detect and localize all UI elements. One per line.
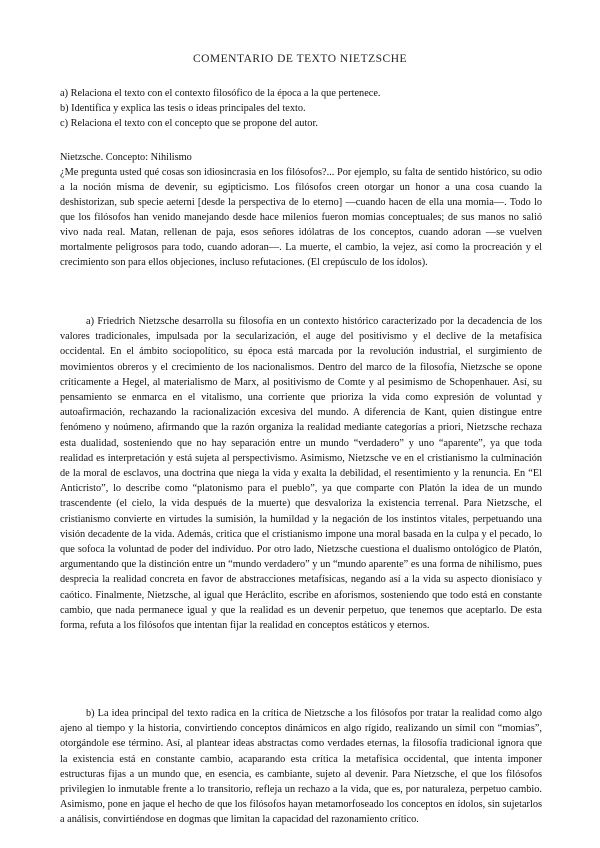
- question-c: c) Relaciona el texto con el concepto que se propone del autor.: [60, 118, 318, 129]
- quote-heading: Nietzsche. Concepto: Nihilismo: [60, 152, 192, 163]
- answer-a-paragraph: a) Friedrich Nietzsche desarrolla su filosofía en un contexto histórico caracterizado por la decadencia de los valores tradicionales, impulsada por la secularización, el auge del positivismo y el declive de la metafísica occidental. En el ámbito sociopolítico, su época está marcada por la revolución industrial, el surgimiento de movimientos obreros y el crecimiento de los nacionalismos. Dentro del marco de la filosofía, Nietzsche se opone críticamente a Hegel, al materialismo de Marx, al positivismo de Comte y al pesimismo de Schopenhauer. Así, su pensamiento se enmarca en el vitalismo, una corriente que prioriza la vida como expresión de voluntad y autoafirmación, rechazando la racionalización excesiva del mundo. A diferencia de Kant, quien distingue entre fenómeno y noúmeno, afirmando que la razón organiza la realidad mediante categorías a priori, Nietzsche rechaza esta dualidad, sosteniendo que no hay separación entre un mundo “verdadero” y uno “aparente”, ya que toda realidad es interpretación y está sujeta al perspectivismo. Asimismo, Nietzsche ve en el cristianismo la culminación de la moral de esclavos, una doctrina que niega la vida y exalta la debilidad, el resentimiento y la renuncia. En “El Anticristo”, lo describe como “platonismo para el pueblo”, ya que comparte con Platón la idea de un mundo trascendente (el cielo, la vida después de la muerte) que desvaloriza la existencia terrenal. Para Nietzsche, el cristianismo convierte en virtudes la sumisión, la humildad y la negación de los instintos vitales, perpetuando una visión decadente de la vida. Además, critica que el cristianismo impone una moral basada en la culpa y el pecado, lo que sofoca la voluntad de poder del individuo. Por otro lado, Nietzsche cuestiona el dualismo ontológico de Platón, argumentando que la distinción entre un “mundo verdadero” y un “mundo aparente” es una forma de nihilismo, pues desprecia la realidad concreta en favor de abstracciones metafísicas, negando así a la vida su aspecto dionisíaco y caótico. Finalmente, Nietzsche, al igual que Heráclito, escribe en aforismos, sosteniendo que todo está en constante cambio, que nada permanece igual y que la realidad es un devenir perpetuo, que tenemos que aceptarlo. De esta forma, refuta a los filósofos que intentan fijar la realidad en conceptos estáticos y eternos.: [60, 316, 542, 632]
- question-b: b) Identifica y explica las tesis o ideas principales del texto.: [60, 103, 306, 114]
- answer-b-section: [60, 706, 542, 828]
- quote-section: [60, 150, 542, 270]
- question-a: a) Relaciona el texto con el contexto filosófico de la época a la que pertenece.: [60, 88, 381, 99]
- answer-b-paragraph: b) La idea principal del texto radica en la crítica de Nietzsche a los filósofos por tratar la realidad como algo ajeno al tiempo y la historia, convirtiendo conceptos dinámicos en algo rígido, realizando un símil con “momias”, otorgándole ese término. Así, al plantear ideas abstractas como verdades eternas, la filosofía tradicional ignora que la existencia está en constante cambio, acaparando esta crítica la metafísica occidental, que intenta imponer estructuras fijas a un mundo que, en esencia, es cambiante, sujeto al devenir. Para Nietzsche, el que los filósofos privilegien lo inmutable frente a lo transitorio, refleja un rechazo a la vida, que es, por naturaleza, perpetuo cambio. Asimismo, pone en jaque el hecho de que los filósofos hayan metamorfoseado los conceptos en ídolos, sin sujetarlos a análisis, convirtiéndose en dogmas que limitan la capacidad del razonamiento crítico.: [60, 708, 542, 826]
- quote-text: ¿Me pregunta usted qué cosas son idiosincrasia en los filósofos?... Por ejemplo, su falta de sentido histórico, su odio a la noción misma de devenir, su egipticismo. Los filósofos creen otorgar un honor a una cosa cuando la deshistorizan, sub specie aeterni [desde la perspectiva de lo eterno] —cuando hacen de ella una momia—. Todo lo que los filósofos han venido manejando desde hace milenios fueron momias conceptuales; de sus manos no salió vivo nada real. Matan, rellenan de paja, esos señores idólatras de los conceptos, cuando adoran —se vuelven mortalmente peligrosos para todo, cuando adoran—. La muerte, el cambio, la vejez, así como la procreación y el crecimiento son para ellos objeciones, incluso refutaciones. (El crepúsculo de los ídolos).: [60, 167, 542, 268]
- page-title: COMENTARIO DE TEXTO NIETZSCHE: [192, 53, 408, 65]
- answer-a-section: [60, 314, 542, 633]
- question-list: [60, 86, 542, 131]
